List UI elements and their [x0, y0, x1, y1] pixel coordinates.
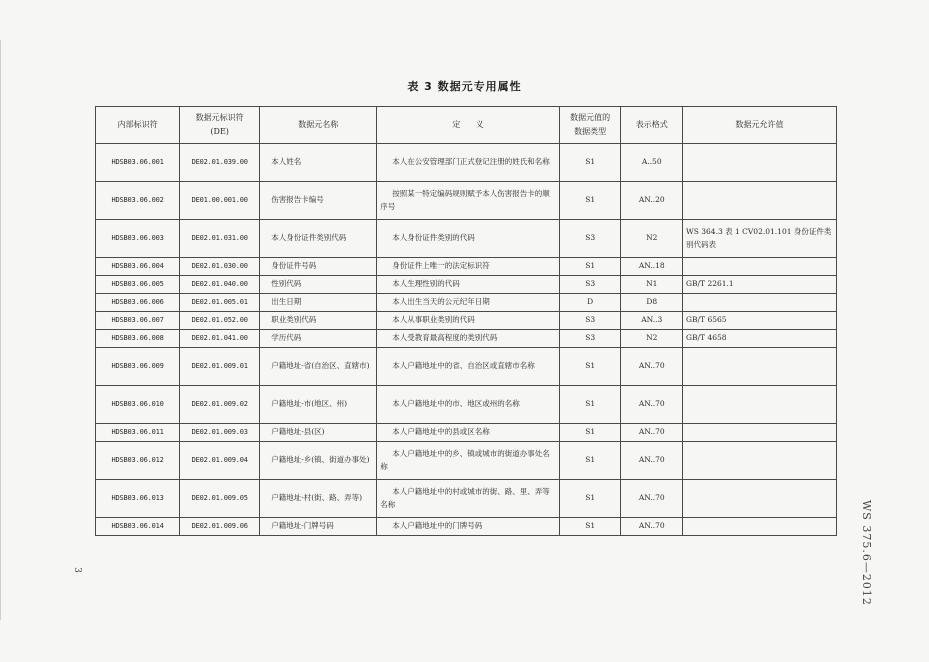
cell-format: A..50 [621, 144, 683, 182]
header-name: 数据元名称 [260, 107, 377, 144]
cell-allowed-values: GB/T 6565 [683, 312, 837, 330]
cell-allowed-values [683, 480, 837, 518]
table-row [96, 182, 837, 220]
cell-allowed-values [683, 386, 837, 424]
table-title: 表 3 数据元专用属性 [407, 80, 522, 93]
cell-de-id: DE02.01.009.02 [180, 386, 260, 424]
header-definition: 定 义 [377, 107, 560, 144]
cell-internal-id: HDSB03.06.007 [96, 312, 180, 330]
cell-name: 性别代码 [260, 276, 377, 294]
cell-format: AN..70 [621, 386, 683, 424]
cell-format: AN..70 [621, 442, 683, 480]
table-row [96, 424, 837, 442]
table-header-row [96, 107, 837, 144]
cell-data-type: S3 [559, 330, 621, 348]
cell-data-type: S1 [559, 424, 621, 442]
cell-definition: 本人在公安管理部门正式登记注册的姓氏和名称 [377, 144, 560, 182]
cell-internal-id: HDSB03.06.003 [96, 220, 180, 258]
cell-data-type: S1 [559, 182, 621, 220]
cell-name: 户籍地址-乡(镇、街道办事处) [260, 442, 377, 480]
table-row [96, 480, 837, 518]
cell-definition: 本人户籍地址中的省、自治区或直辖市名称 [377, 348, 560, 386]
cell-internal-id: HDSB03.06.005 [96, 276, 180, 294]
cell-name: 出生日期 [260, 294, 377, 312]
cell-data-type: S3 [559, 312, 621, 330]
cell-format: AN..70 [621, 348, 683, 386]
cell-allowed-values [683, 258, 837, 276]
cell-internal-id: HDSB03.06.013 [96, 480, 180, 518]
cell-format: AN..70 [621, 424, 683, 442]
cell-definition: 本人身份证件类别的代码 [377, 220, 560, 258]
cell-de-id: DE02.01.009.03 [180, 424, 260, 442]
cell-internal-id: HDSB03.06.008 [96, 330, 180, 348]
page-number: 3 [71, 567, 82, 573]
cell-de-id: DE02.01.052.00 [180, 312, 260, 330]
cell-format: N2 [621, 220, 683, 258]
cell-format: N2 [621, 330, 683, 348]
cell-internal-id: HDSB03.06.002 [96, 182, 180, 220]
cell-allowed-values: GB/T 4658 [683, 330, 837, 348]
cell-name: 本人姓名 [260, 144, 377, 182]
cell-data-type: S3 [559, 276, 621, 294]
table-row [96, 312, 837, 330]
data-element-table [95, 106, 837, 536]
header-de-id: 数据元标识符 (DE) [180, 107, 260, 144]
cell-name: 本人身份证件类别代码 [260, 220, 377, 258]
cell-name: 职业类别代码 [260, 312, 377, 330]
cell-de-id: DE02.01.041.00 [180, 330, 260, 348]
cell-de-id: DE02.01.030.00 [180, 258, 260, 276]
header-internal-id: 内部标识符 [96, 107, 180, 144]
cell-name: 户籍地址-县(区) [260, 424, 377, 442]
cell-allowed-values [683, 348, 837, 386]
table-row [96, 258, 837, 276]
table-row [96, 386, 837, 424]
table-row [96, 144, 837, 182]
cell-definition: 本人受教育最高程度的类别代码 [377, 330, 560, 348]
cell-de-id: DE02.01.009.04 [180, 442, 260, 480]
header-format: 表示格式 [621, 107, 683, 144]
cell-name: 户籍地址-省(自治区、直辖市) [260, 348, 377, 386]
table-row [96, 518, 837, 536]
cell-format: AN..70 [621, 480, 683, 518]
cell-definition: 本人户籍地址中的市、地区或州的名称 [377, 386, 560, 424]
cell-data-type: S1 [559, 442, 621, 480]
cell-allowed-values [683, 144, 837, 182]
cell-de-id: DE02.01.039.00 [180, 144, 260, 182]
cell-definition: 本人户籍地址中的门牌号码 [377, 518, 560, 536]
header-data-type: 数据元值的 数据类型 [559, 107, 621, 144]
cell-name: 户籍地址-村(街、路、弄等) [260, 480, 377, 518]
cell-data-type: S1 [559, 348, 621, 386]
table-row [96, 276, 837, 294]
cell-internal-id: HDSB03.06.004 [96, 258, 180, 276]
cell-format: AN..70 [621, 518, 683, 536]
cell-data-type: D [559, 294, 621, 312]
cell-definition: 本人户籍地址中的乡、镇或城市的街道办事处名称 [377, 442, 560, 480]
cell-internal-id: HDSB03.06.014 [96, 518, 180, 536]
cell-de-id: DE02.01.009.06 [180, 518, 260, 536]
cell-internal-id: HDSB03.06.006 [96, 294, 180, 312]
cell-allowed-values: GB/T 2261.1 [683, 276, 837, 294]
cell-name: 学历代码 [260, 330, 377, 348]
cell-data-type: S1 [559, 480, 621, 518]
cell-format: AN..3 [621, 312, 683, 330]
cell-de-id: DE02.01.005.01 [180, 294, 260, 312]
cell-name: 伤害报告卡编号 [260, 182, 377, 220]
cell-internal-id: HDSB03.06.012 [96, 442, 180, 480]
cell-data-type: S1 [559, 258, 621, 276]
cell-data-type: S3 [559, 220, 621, 258]
cell-format: AN..18 [621, 258, 683, 276]
cell-allowed-values [683, 294, 837, 312]
cell-de-id: DE01.00.001.00 [180, 182, 260, 220]
cell-de-id: DE02.01.040.00 [180, 276, 260, 294]
cell-internal-id: HDSB03.06.010 [96, 386, 180, 424]
cell-de-id: DE02.01.009.01 [180, 348, 260, 386]
cell-name: 户籍地址-门牌号码 [260, 518, 377, 536]
cell-name: 户籍地址-市(地区、州) [260, 386, 377, 424]
table-row [96, 330, 837, 348]
cell-de-id: DE02.01.009.05 [180, 480, 260, 518]
cell-definition: 按照某一特定编码规则赋予本人伤害报告卡的顺序号 [377, 182, 560, 220]
table-row [96, 220, 837, 258]
table-row [96, 294, 837, 312]
header-allowed-values: 数据元允许值 [683, 107, 837, 144]
cell-definition: 身份证件上唯一的法定标识符 [377, 258, 560, 276]
cell-allowed-values: WS 364.3 表 1 CV02.01.101 身份证件类别代码表 [683, 220, 837, 258]
table-row [96, 348, 837, 386]
cell-data-type: S1 [559, 386, 621, 424]
cell-definition: 本人生理性别的代码 [377, 276, 560, 294]
cell-allowed-values [683, 442, 837, 480]
cell-de-id: DE02.01.031.00 [180, 220, 260, 258]
cell-definition: 本人出生当天的公元纪年日期 [377, 294, 560, 312]
cell-data-type: S1 [559, 518, 621, 536]
cell-data-type: S1 [559, 144, 621, 182]
table-row [96, 442, 837, 480]
standard-number-label: WS 375.6—2012 [860, 500, 873, 606]
cell-allowed-values [683, 518, 837, 536]
cell-definition: 本人从事职业类别的代码 [377, 312, 560, 330]
cell-format: D8 [621, 294, 683, 312]
cell-allowed-values [683, 182, 837, 220]
cell-definition: 本人户籍地址中的村或城市的街、路、里、弄等名称 [377, 480, 560, 518]
cell-internal-id: HDSB03.06.001 [96, 144, 180, 182]
cell-internal-id: HDSB03.06.009 [96, 348, 180, 386]
cell-format: AN..20 [621, 182, 683, 220]
cell-internal-id: HDSB03.06.011 [96, 424, 180, 442]
cell-name: 身份证件号码 [260, 258, 377, 276]
cell-definition: 本人户籍地址中的县或区名称 [377, 424, 560, 442]
page-edge-line [0, 40, 1, 620]
cell-format: N1 [621, 276, 683, 294]
cell-allowed-values [683, 424, 837, 442]
